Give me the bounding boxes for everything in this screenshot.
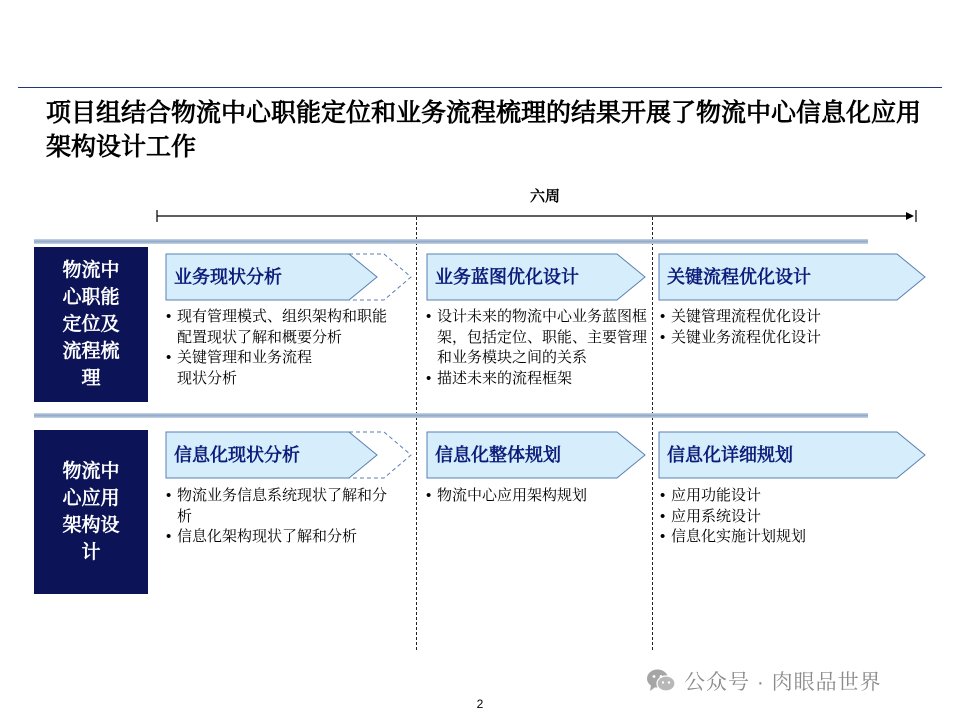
phase-divider-1 [416,217,417,650]
phase-title: 业务蓝图优化设计 [435,267,579,287]
list-item: • 关键管理流程优化设计 [660,307,920,328]
phase-title: 业务现状分析 [174,267,282,287]
list-item: • 信息化实施计划规划 [660,527,920,548]
list-item: • 信息化架构现状了解和分析 [166,527,394,548]
title-rule [18,87,942,88]
timeline-label: 六周 [529,188,560,205]
phase-bullets [426,307,648,389]
list-item: • 设计未来的物流中心业务蓝图框架，包括定位、职能、主要管理和业务模块之间的关系 [426,307,648,369]
list-item: • 应用功能设计 [660,486,920,507]
phase-title: 关键流程优化设计 [667,267,811,287]
row-separator-middle [34,413,868,418]
phase-title: 信息化整体规划 [435,445,561,465]
phase-bullets [166,486,394,548]
phase-bullets [426,486,648,507]
slide-title: 项目组结合物流中心职能定位和业务流程梳理的结果开展了物流中心信息化应用架构设计工作 [46,99,922,161]
phase-chevron-it-detailed-plan [657,431,929,479]
row-separator-top [34,239,868,244]
list-item: • 物流中心应用架构规划 [426,486,648,507]
row-label-process: 物流中心职能定位及流程梳理 [34,247,148,402]
phase-chevron-blueprint [425,253,650,301]
phase-chevron-key-process [657,253,929,301]
list-item: • 关键业务流程优化设计 [660,328,920,349]
phase-title: 信息化现状分析 [174,445,300,465]
phase-chevron-business-status [164,253,414,301]
page-number: 2 [476,697,484,711]
list-item: • 现有管理模式、组织架构和职能配置现状了解和概要分析 [166,307,394,348]
phase-chevron-it-overall-plan [425,431,650,479]
list-item: • 关键管理和业务流程现状分析 [166,348,325,389]
phase-bullets [660,307,920,348]
phase-bullets [166,307,394,389]
list-item: • 应用系统设计 [660,507,920,528]
watermark [646,664,882,698]
watermark-text: 公众号 · 肉眼品世界 [684,671,882,694]
phase-divider-2 [652,217,653,650]
phase-title: 信息化详细规划 [667,445,793,465]
list-item: • 物流业务信息系统现状了解和分析 [166,486,394,527]
phase-bullets [660,486,920,548]
phase-chevron-it-status [164,431,414,479]
wechat-icon [646,668,676,694]
list-item: • 描述未来的流程框架 [426,369,648,390]
timeline-arrow [156,208,920,224]
row-label-architecture: 物流中心应用架构设计 [34,430,148,594]
